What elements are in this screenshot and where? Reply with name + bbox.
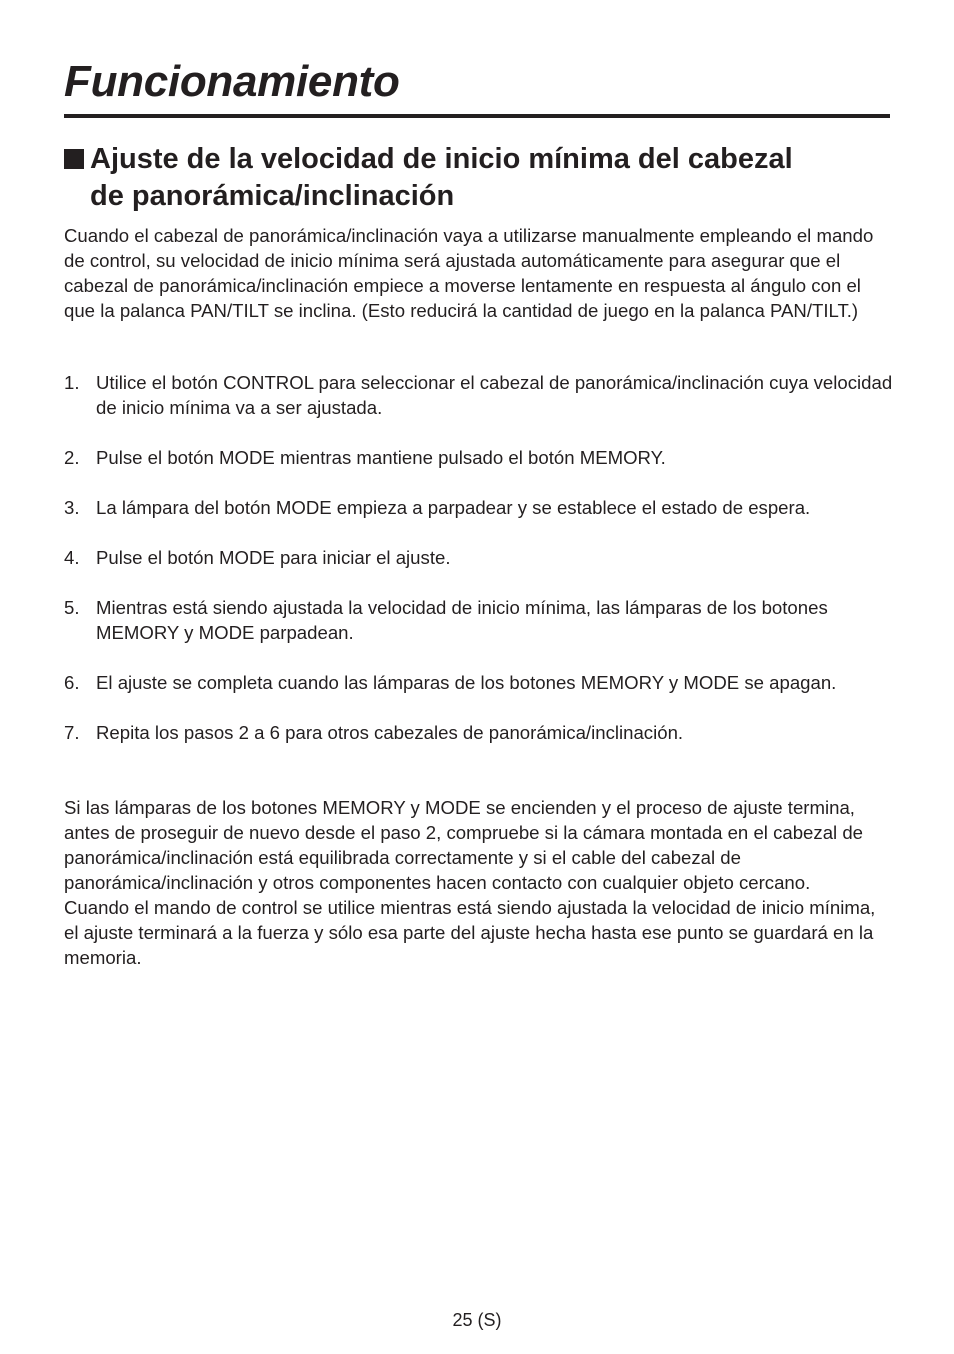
step-number: 2. — [64, 447, 80, 468]
step-number: 3. — [64, 497, 80, 518]
page-number: 25 (S) — [452, 1310, 502, 1330]
step-number: 4. — [64, 547, 80, 568]
step-number: 7. — [64, 722, 80, 743]
title-divider — [64, 114, 890, 118]
step-number: 5. — [64, 597, 80, 618]
intro-paragraph: Cuando el cabezal de panorámica/inclinación vaya a utilizarse manualmente empleando el mando de control, su velocidad de inicio mínima será ajustada automáticamente para asegurar que el cabezal de panorámica/inclinación empiece a moverse lentamente en respuesta al ángulo con el que la palanca PAN/TILT se inclina. (Esto reducirá la cantidad de juego en la palanca PAN/TILT.) — [64, 225, 874, 321]
page-title: Funcionamiento — [64, 57, 400, 106]
step-number: 1. — [64, 372, 80, 393]
list-item — [64, 545, 894, 570]
black-square-icon — [64, 149, 84, 169]
step-number: 6. — [64, 672, 80, 693]
steps-list — [64, 370, 894, 770]
step-text: Repita los pasos 2 a 6 para otros cabezales de panorámica/inclinación. — [96, 722, 684, 743]
step-text: Mientras está siendo ajustada la velocidad de inicio mínima, las lámparas de los botones MEMORY y MODE parpadean. — [96, 597, 828, 643]
section-heading-line2: de panorámica/inclinación — [90, 180, 455, 212]
list-item — [64, 445, 894, 470]
list-item — [64, 370, 894, 420]
step-text: El ajuste se completa cuando las lámparas de los botones MEMORY y MODE se apagan. — [96, 672, 837, 693]
step-text: Pulse el botón MODE mientras mantiene pulsado el botón MEMORY. — [96, 447, 666, 468]
step-text: La lámpara del botón MODE empieza a parpadear y se establece el estado de espera. — [96, 497, 811, 518]
list-item — [64, 495, 894, 520]
note-paragraph: Si las lámparas de los botones MEMORY y MODE se encienden y el proceso de ajuste termina, antes de proseguir de nuevo desde el paso 2, compruebe si la cámara montada en el cabezal de panorámica/inclinación está equilibrada correctamente y si el cable del cabezal de panorámica/inclinación y otros componentes hacen contacto con cualquier objeto cercano. — [64, 797, 864, 893]
step-text: Pulse el botón MODE para iniciar el ajuste. — [96, 547, 451, 568]
note-paragraph: Cuando el mando de control se utilice mientras está siendo ajustada la velocidad de inicio mínima, el ajuste terminará a la fuerza y sólo esa parte del ajuste hecha hasta ese punto se guardará en la memoria. — [64, 897, 876, 968]
step-text: Utilice el botón CONTROL para seleccionar el cabezal de panorámica/inclinación cuya velocidad de inicio mínima va a ser ajustada. — [96, 372, 893, 418]
list-item — [64, 595, 894, 645]
section-heading-line1: Ajuste de la velocidad de inicio mínima del cabezal — [90, 143, 793, 175]
list-item — [64, 720, 894, 745]
section-heading — [64, 141, 904, 215]
notes-block — [64, 795, 894, 970]
list-item — [64, 670, 894, 695]
